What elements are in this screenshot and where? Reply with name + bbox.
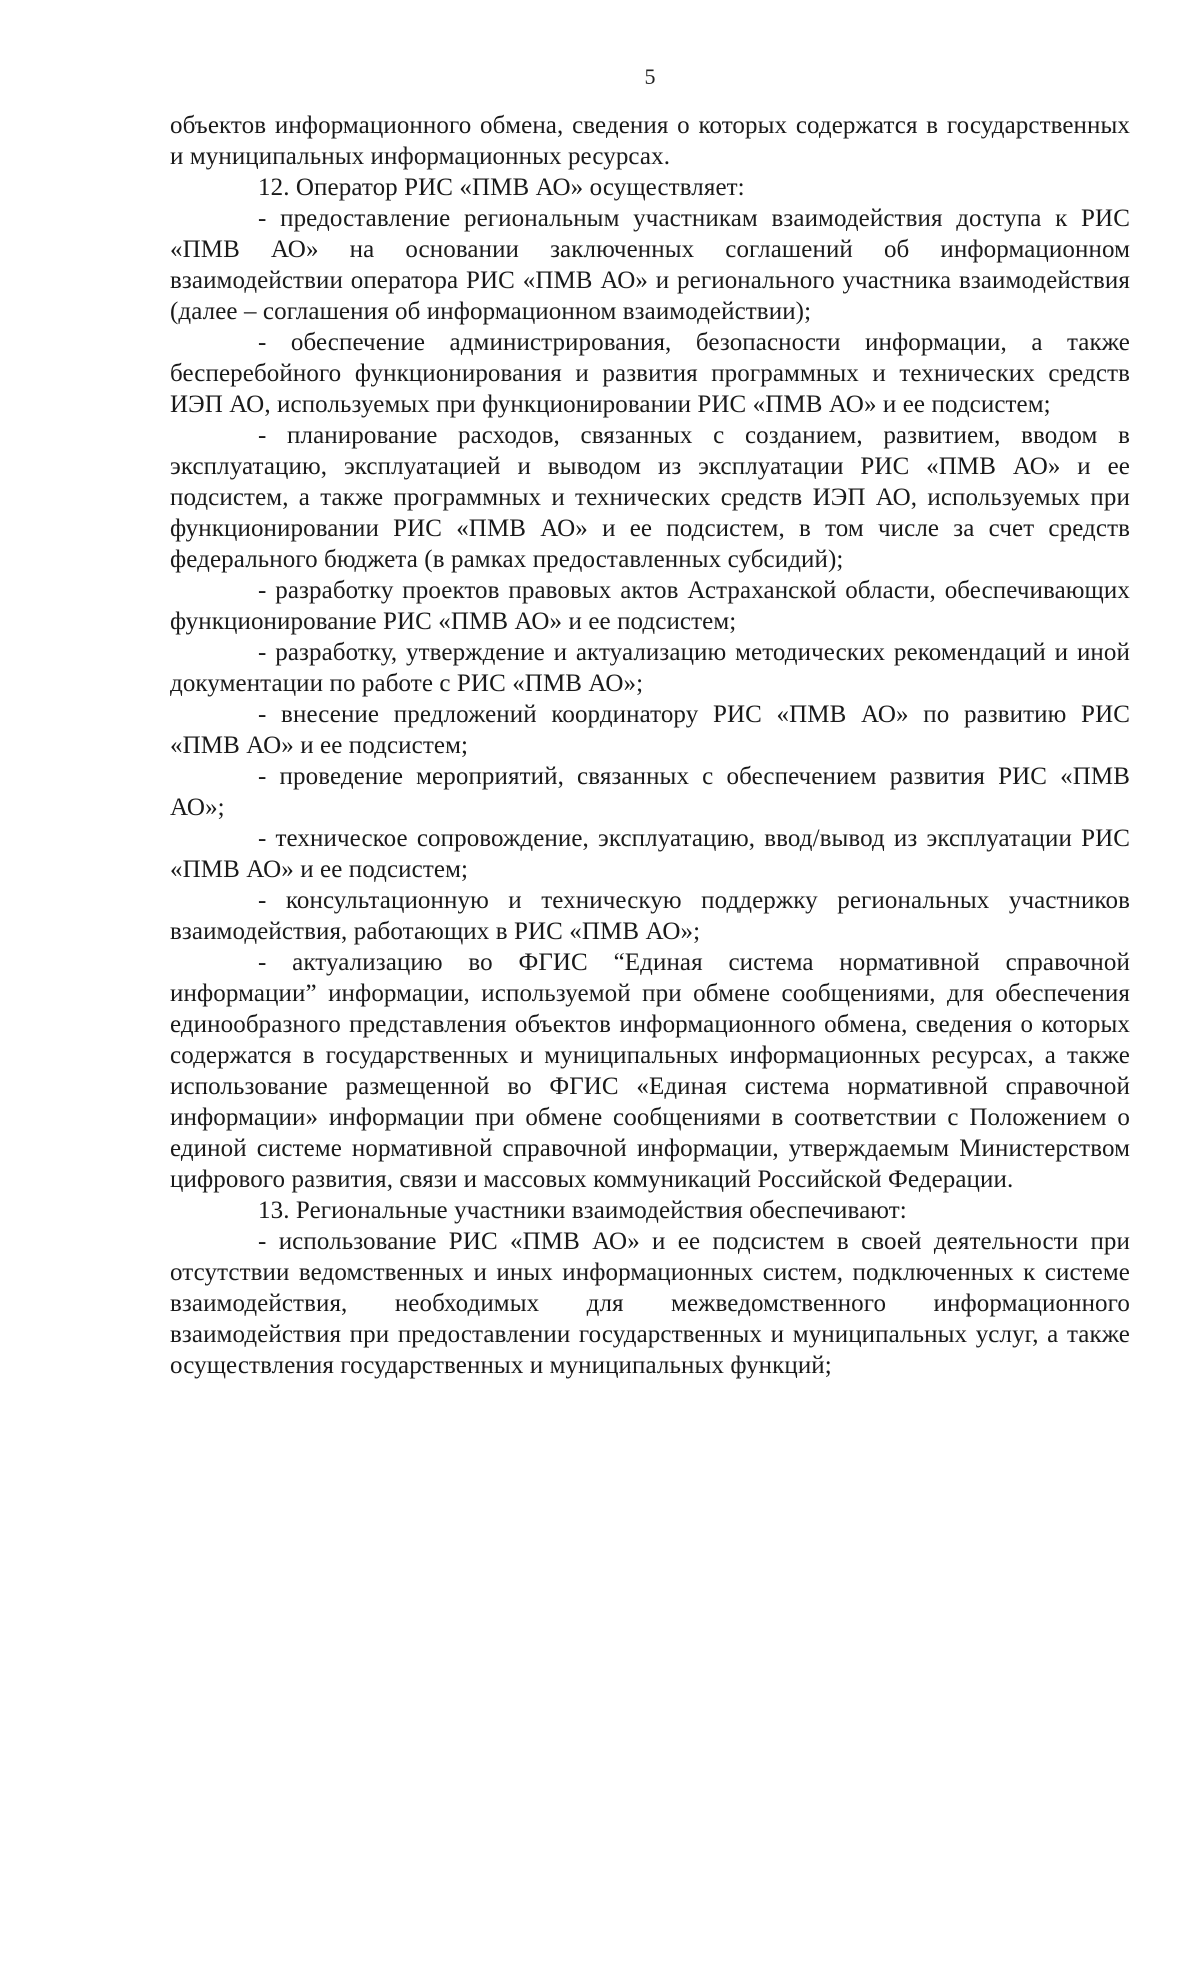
paragraph-item-12-heading: 12. Оператор РИС «ПМВ АО» осуществляет: xyxy=(258,174,745,201)
list-item: - предоставление региональным участникам взаимодействия доступа к РИС «ПМВ АО» на основании заключенных соглашений об информационном взаимодействии оператора РИС «ПМВ АО» и регионального участника взаимодействия (далее – соглашения об информационном взаимодействии); xyxy=(170,205,1130,325)
paragraph-continuation: объектов информационного обмена, сведения о которых содержатся в государственных и муниципальных информационных ресурсах. xyxy=(170,112,1130,170)
list-item: - внесение предложений координатору РИС «ПМВ АО» по развитию РИС «ПМВ АО» и ее подсистем; xyxy=(170,701,1130,759)
list-item: - разработку проектов правовых актов Астраханской области, обеспечивающих функционирование РИС «ПМВ АО» и ее подсистем; xyxy=(170,577,1130,635)
list-item: - консультационную и техническую поддержку региональных участников взаимодействия, работающих в РИС «ПМВ АО»; xyxy=(170,887,1130,945)
list-item: - актуализацию во ФГИС “Единая система нормативной справочной информации” информации, используемой при обмене сообщениями, для обеспечения единообразного представления объектов информационного обмена, сведения о которых содержатся в государственных и муниципальных информационных ресурсах, а также использование размещенной во ФГИС «Единая система нормативной справочной информации» информации при обмене сообщениями в соответствии с Положением о единой системе нормативной справочной информации, утверждаемым Министерством цифрового развития, связи и массовых коммуникаций Российской Федерации. xyxy=(170,949,1130,1193)
list-item: - разработку, утверждение и актуализацию методических рекомендаций и иной документации по работе с РИС «ПМВ АО»; xyxy=(170,639,1130,697)
list-item: - использование РИС «ПМВ АО» и ее подсистем в своей деятельности при отсутствии ведомственных и иных информационных систем, подключенных к системе взаимодействия, необходимых для межведомственного информационного взаимодействия при предоставлении государственных и муниципальных услуг, а также осуществления государственных и муниципальных функций; xyxy=(170,1228,1130,1379)
list-item: - планирование расходов, связанных с созданием, развитием, вводом в эксплуатацию, эксплуатацией и выводом из эксплуатации РИС «ПМВ АО» и ее подсистем, а также программных и технических средств ИЭП АО, используемых при функционировании РИС «ПМВ АО» и ее подсистем, в том числе за счет средств федерального бюджета (в рамках предоставленных субсидий); xyxy=(170,422,1130,573)
list-item: - техническое сопровождение, эксплуатацию, ввод/вывод из эксплуатации РИС «ПМВ АО» и ее подсистем; xyxy=(170,825,1130,883)
page-number: 5 xyxy=(644,64,656,89)
list-item: - обеспечение администрирования, безопасности информации, а также бесперебойного функционирования и развития программных и технических средств ИЭП АО, используемых при функционировании РИС «ПМВ АО» и ее подсистем; xyxy=(170,329,1130,418)
paragraph-item-13-heading: 13. Региональные участники взаимодействия обеспечивают: xyxy=(258,1197,907,1224)
list-item: - проведение мероприятий, связанных с обеспечением развития РИС «ПМВ АО»; xyxy=(170,763,1130,821)
document-body xyxy=(170,110,1130,1381)
